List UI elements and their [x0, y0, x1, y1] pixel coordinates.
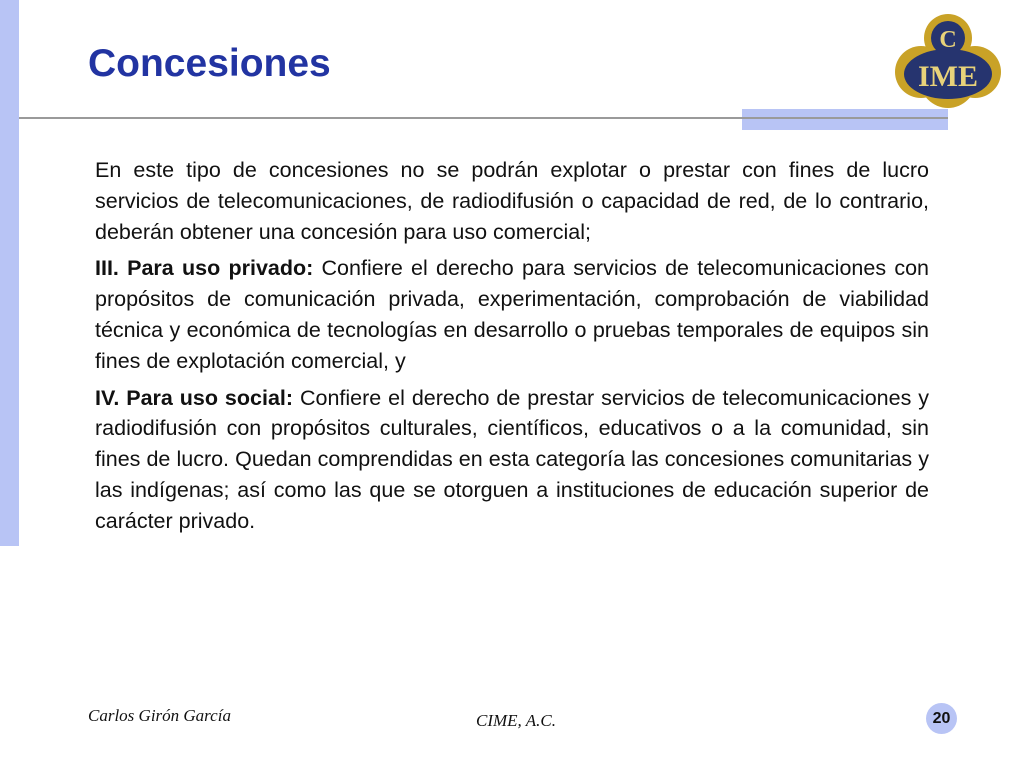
slide-body [95, 155, 929, 543]
slide-title: Concesiones [88, 42, 331, 85]
paragraph-uso-social-text: Confiere el derecho de prestar servicios de telecomunicaciones y radiodifusión con propósitos culturales, científicos, educativos o a la comunidad, sin fines de lucro. Quedan comprendidas en esta categoría las concesiones comunitarias y las indígenas; así como las que se otorguen a instituciones de educación superior de carácter privado. [95, 385, 929, 533]
page-number: 20 [932, 709, 951, 727]
footer-author: Carlos Girón García [88, 706, 231, 725]
paragraph-intro-text: En este tipo de concesiones no se podrán explotar o prestar con fines de lucro servicios de telecomunicaciones, de radiodifusión o capacidad de red, de lo contrario, deberán obtener una concesión para uso comercial; [95, 158, 929, 244]
logo-text-bottom: IME [918, 60, 978, 93]
paragraph-uso-privado [95, 253, 929, 376]
logo-text-top: C [939, 27, 957, 53]
footer-organization: CIME, A.C. [476, 711, 556, 730]
paragraph-uso-privado-heading: III. Para uso privado: [95, 256, 314, 281]
paragraph-uso-privado-text: Confiere el derecho para servicios de telecomunicaciones con propósitos de comunicación privada, experimentación, comprobación de viabilidad técnica y económica de tecnologías en desarrollo o pruebas temporales de equipos sin fines de explotación comercial, y [95, 256, 929, 373]
left-accent-bar [0, 0, 19, 546]
paragraph-uso-social [95, 383, 929, 537]
page-number-badge [926, 703, 957, 734]
cime-logo-icon [893, 10, 1003, 110]
paragraph-uso-social-heading: IV. Para uso social: [95, 385, 294, 410]
paragraph-intro [95, 155, 929, 247]
title-divider-accent [742, 109, 948, 130]
title-divider-overlay [742, 117, 948, 119]
